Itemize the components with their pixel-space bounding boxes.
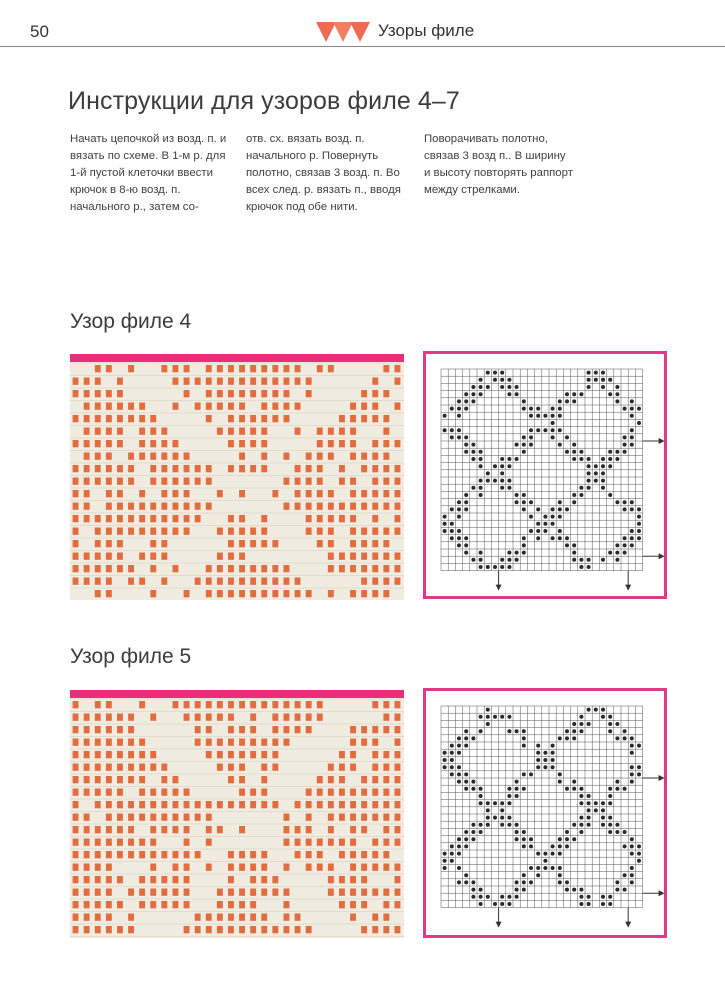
instruction-column-2: отв. сх. вязать возд. п. начального р. Повернуть полотно, связав 3 возд. п. Во всех след. р. вязать п., вводя крючок под обе нити. [246, 133, 401, 213]
pattern-4-chart-icon [426, 354, 670, 602]
page-title: Инструкции для узоров филе 4–7 [68, 87, 460, 115]
pattern-5-photo [70, 698, 404, 938]
pattern-5-chart-frame [423, 688, 667, 938]
page-number: 50 [30, 22, 49, 41]
pattern-4-photo-bar [70, 354, 404, 362]
section-title: Узоры филе [378, 21, 475, 40]
pattern-5-chart-icon [426, 691, 670, 941]
pattern-4-chart-frame [423, 351, 667, 599]
section-triangles-icon [316, 22, 370, 44]
pattern-4-heading: Узор филе 4 [70, 310, 192, 333]
header-divider [0, 46, 725, 47]
instruction-column-3: Поворачивать полотно, связав 3 возд п.. В ширину и высоту повторять раппорт между стрелками. [424, 133, 573, 196]
pattern-4-photo [70, 362, 404, 600]
pattern-5-photo-bar [70, 690, 404, 698]
pattern-5-heading: Узор филе 5 [70, 645, 192, 668]
instruction-column-1: Начать цепочкой из возд. п. и вязать по схеме. В 1-м р. для 1-й пустой клеточки ввести крючок в 8-ю возд. п. начального р., затем со- [70, 133, 227, 213]
crochet-sample-image [70, 698, 404, 938]
crochet-sample-image [70, 362, 404, 600]
